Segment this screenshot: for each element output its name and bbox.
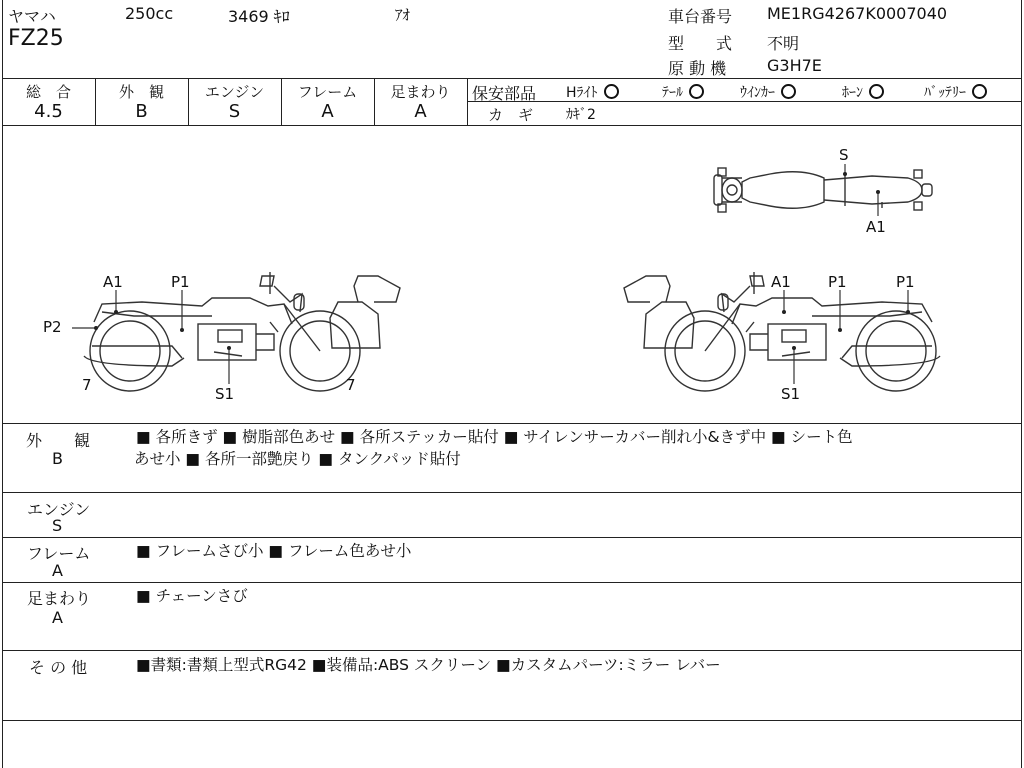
- key-label: カ ギ: [488, 106, 534, 124]
- grade-engine-label: エンジン: [204, 83, 265, 101]
- key-value: ｶｷﾞ2: [566, 107, 596, 123]
- section-exterior-notes-line1: ■ 各所きず ■ 樹脂部色あせ ■ 各所ステッカー貼付 ■ サイレンサーカバー削れ小&きず中 ■ シート色: [136, 428, 853, 446]
- section-suspension-notes: ■ チェーンさび: [136, 587, 248, 605]
- section-frame-label: フレーム: [27, 544, 91, 563]
- section-suspension-label: 足まわり: [27, 589, 92, 608]
- section-exterior-notes-line2: あせ小 ■ 各所一部艶戻り ■ タンクパッド貼付: [134, 450, 461, 468]
- diagram-bottom: [2, 423, 1022, 424]
- section-other-notes: ■書類:書類上型式RG42 ■装備品:ABS スクリーン ■カスタムパーツ:ミラー レバー: [136, 656, 721, 674]
- mileage: 3469 ｷﾛ: [228, 7, 290, 26]
- section-exterior-grade: B: [52, 449, 63, 468]
- left-label-p2: P2: [43, 318, 62, 336]
- grade-suspension-value: A: [414, 101, 427, 122]
- maker: ヤマハ: [8, 7, 56, 26]
- motorcycle-diagram: [2, 126, 1021, 422]
- grade-overall-value: 4.5: [34, 101, 63, 122]
- section-exterior-label: 外 観: [26, 431, 91, 450]
- left-label-wheel-front: 7: [82, 376, 92, 394]
- section-engine-grade: S: [52, 516, 63, 535]
- right-label-s1: S1: [781, 385, 801, 403]
- right-label-p1-center: P1: [828, 273, 847, 291]
- safety-headlight-label: Hﾗｲﾄ: [566, 85, 598, 101]
- outer-right-border: [1021, 0, 1022, 768]
- section-divider-3: [2, 582, 1022, 583]
- top-label-s: S: [839, 146, 849, 164]
- engine-model-label: 原 動 機: [668, 59, 727, 78]
- safety-horn-label: ﾎｰﾝ: [842, 85, 863, 101]
- section-suspension-grade: A: [52, 608, 63, 627]
- grade-engine-value: S: [228, 101, 241, 122]
- section-divider-1: [2, 492, 1022, 493]
- left-label-p1: P1: [171, 273, 190, 291]
- section-frame-notes: ■ フレームさび小 ■ フレーム色あせ小: [136, 542, 412, 560]
- chassis-value: ME1RG4267K0007040: [767, 4, 948, 23]
- left-side-bike: [84, 272, 400, 391]
- model-name: FZ25: [8, 26, 64, 51]
- safety-tail-label: ﾃｰﾙ: [662, 85, 683, 101]
- displacement: 250cc: [125, 4, 174, 23]
- grade-exterior-label: 外 観: [118, 83, 164, 101]
- grade-table-top: [2, 78, 1022, 79]
- left-label-s1: S1: [215, 385, 235, 403]
- section-divider-5: [2, 720, 1022, 721]
- engine-model-value: G3H7E: [767, 56, 822, 75]
- grade-frame-value: A: [321, 101, 334, 122]
- section-engine-label: エンジン: [27, 500, 91, 519]
- ok-circle-icon: [781, 84, 796, 99]
- grade-exterior-value: B: [135, 101, 148, 122]
- safety-tail: [662, 82, 704, 102]
- safety-headlight: [566, 82, 619, 102]
- ok-circle-icon: [869, 84, 884, 99]
- type-value: 不明: [767, 34, 800, 53]
- chassis-label: 車台番号: [668, 7, 733, 26]
- grade-frame-label: フレーム: [297, 83, 358, 101]
- safety-battery: [924, 82, 987, 102]
- right-label-a1: A1: [771, 273, 791, 291]
- color: ｱｵ: [395, 6, 411, 24]
- grade-col-5: [467, 78, 468, 125]
- right-label-p1-rear: P1: [896, 273, 915, 291]
- damage-dots: [94, 172, 910, 350]
- top-view-bike: [714, 168, 932, 212]
- ok-circle-icon: [689, 84, 704, 99]
- section-divider-4: [2, 650, 1022, 651]
- section-frame-grade: A: [52, 561, 63, 580]
- safety-battery-label: ﾊﾞｯﾃﾘｰ: [924, 85, 966, 101]
- type-label: 型 式: [668, 34, 733, 53]
- section-divider-2: [2, 537, 1022, 538]
- grade-suspension-label: 足まわり: [390, 83, 451, 101]
- top-label-a1: A1: [866, 218, 886, 236]
- left-label-a1: A1: [103, 273, 123, 291]
- safety-title: 保安部品: [472, 84, 537, 103]
- safety-winker: [740, 82, 796, 102]
- ok-circle-icon: [972, 84, 987, 99]
- ok-circle-icon: [604, 84, 619, 99]
- section-other-label: そ の 他: [29, 658, 88, 677]
- safety-winker-label: ｳｲﾝｶｰ: [740, 85, 775, 101]
- grade-overall-label: 総 合: [25, 83, 71, 101]
- safety-horn: [842, 82, 884, 102]
- left-label-wheel-rear: 7: [346, 376, 356, 394]
